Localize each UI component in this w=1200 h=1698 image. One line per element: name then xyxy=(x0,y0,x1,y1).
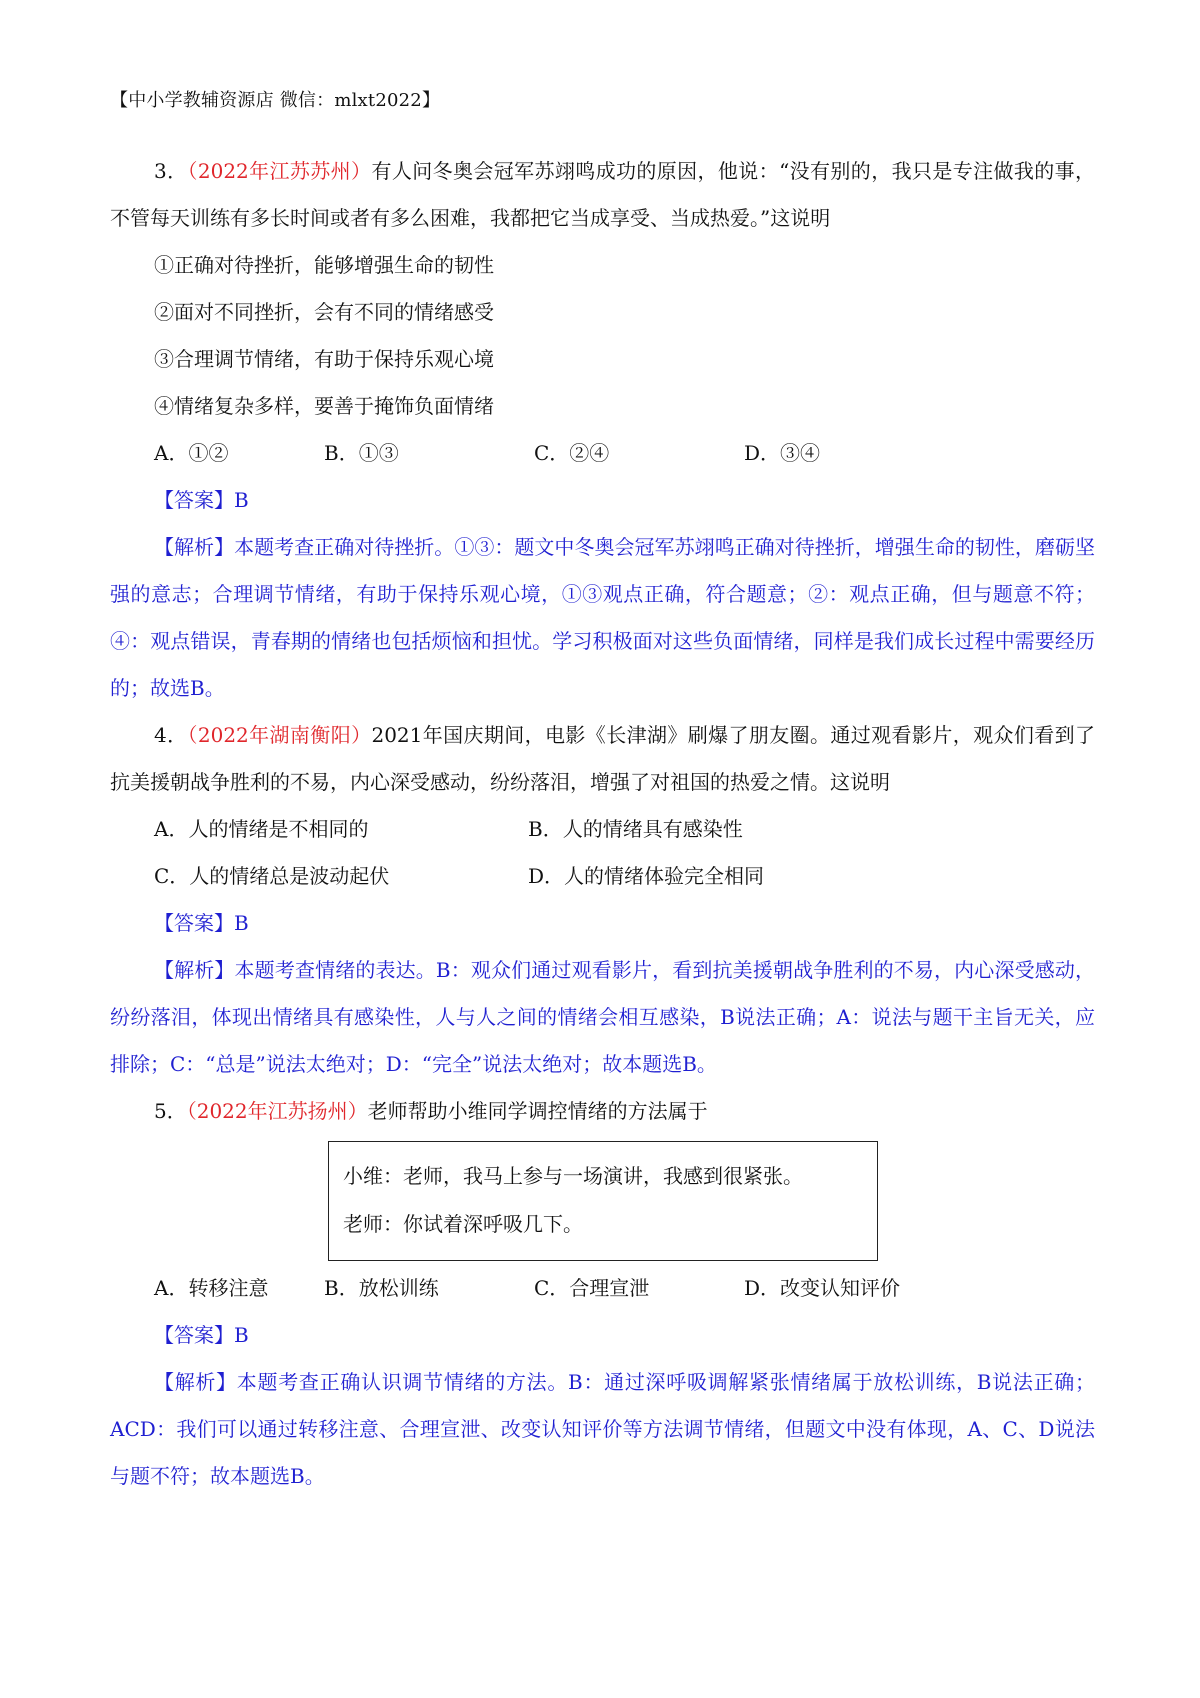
question-5 xyxy=(110,1088,1095,1500)
answer: 【答案】B xyxy=(154,911,249,935)
dialog-box xyxy=(328,1141,878,1261)
option-a: A．人的情绪是不相同的 xyxy=(154,817,369,841)
question-number: 3． xyxy=(154,159,188,183)
question-source: （2022年江苏扬州） xyxy=(186,1099,368,1123)
dialog-line: 小维：老师，我马上参与一场演讲，我感到很紧张。 xyxy=(343,1164,803,1188)
question-source: （2022年江苏苏州） xyxy=(187,159,372,183)
question-stem xyxy=(110,148,1095,242)
statement: ③合理调节情绪，有助于保持乐观心境 xyxy=(154,347,494,371)
question-number: 4． xyxy=(154,723,188,747)
explanation: 【解析】本题考查正确对待挫折。①③：题文中冬奥会冠军苏翊鸣正确对待挫折，增强生命的韧性，磨砺坚强的意志；合理调节情绪，有助于保持乐观心境，①③观点正确，符合题意；②：观点正确，但与题意不符；④：观点错误，青春期的情绪也包括烦恼和担忧。学习积极面对这些负面情绪，同样是我们成长过程中需要经历的；故选B。 xyxy=(110,535,1095,700)
options-row xyxy=(110,430,1095,477)
statement: ②面对不同挫折，会有不同的情绪感受 xyxy=(154,300,494,324)
option-c: C．②④ xyxy=(534,441,610,465)
question-source: （2022年湖南衡阳） xyxy=(187,723,372,747)
answer: 【答案】B xyxy=(154,488,249,512)
question-text: 老师帮助小维同学调控情绪的方法属于 xyxy=(367,1099,708,1123)
option-a: A．①② xyxy=(154,441,229,465)
question-stem xyxy=(110,1088,1095,1135)
option-d: D．改变认知评价 xyxy=(744,1276,901,1300)
option-b: B．放松训练 xyxy=(324,1276,439,1300)
question-stem xyxy=(110,712,1095,806)
explanation: 【解析】本题考查情绪的表达。B：观众们通过观看影片，看到抗美援朝战争胜利的不易，内心深受感动，纷纷落泪，体现出情绪具有感染性，人与人之间的情绪会相互感染，B说法正确；A：说法与题干主旨无关，应排除；C：“总是”说法太绝对；D：“完全”说法太绝对；故本题选B。 xyxy=(110,958,1095,1076)
question-text: 有人问冬奥会冠军苏翊鸣成功的原因，他说：“没有别的，我只是专注做我的事，不管每天训练有多长时间或者有多么困难，我都把它当成享受、当成热爱。”这说明 xyxy=(110,159,1095,230)
statement: ①正确对待挫折，能够增强生命的韧性 xyxy=(154,253,494,277)
page-header: 【中小学教辅资源店 微信：mlxt2022】 xyxy=(110,90,441,111)
dialog-line: 老师：你试着深呼吸几下。 xyxy=(343,1212,583,1236)
options-row xyxy=(110,806,1095,853)
option-b: B．人的情绪具有感染性 xyxy=(528,817,743,841)
answer: 【答案】B xyxy=(154,1323,249,1347)
question-3 xyxy=(110,148,1095,712)
option-c: C．合理宣泄 xyxy=(534,1276,650,1300)
explanation: 【解析】本题考查正确认识调节情绪的方法。B：通过深呼吸调解紧张情绪属于放松训练，B说法正确；ACD：我们可以通过转移注意、合理宣泄、改变认知评价等方法调节情绪，但题文中没有体现，A、C、D说法与题不符；故本题选B。 xyxy=(110,1370,1095,1488)
option-d: D．人的情绪体验完全相同 xyxy=(528,864,765,888)
statement: ④情绪复杂多样，要善于掩饰负面情绪 xyxy=(154,394,494,418)
question-number: 5． xyxy=(154,1099,187,1123)
option-c: C．人的情绪总是波动起伏 xyxy=(154,864,390,888)
option-d: D．③④ xyxy=(744,441,821,465)
options-row xyxy=(110,1265,1095,1312)
option-a: A．转移注意 xyxy=(154,1276,269,1300)
question-text: 2021年国庆期间，电影《长津湖》刷爆了朋友圈。通过观看影片，观众们看到了抗美援朝战争胜利的不易，内心深受感动，纷纷落泪，增强了对祖国的热爱之情。这说明 xyxy=(110,723,1095,794)
content xyxy=(110,148,1095,1500)
options-row xyxy=(110,853,1095,900)
option-b: B．①③ xyxy=(324,441,399,465)
question-4 xyxy=(110,712,1095,1088)
